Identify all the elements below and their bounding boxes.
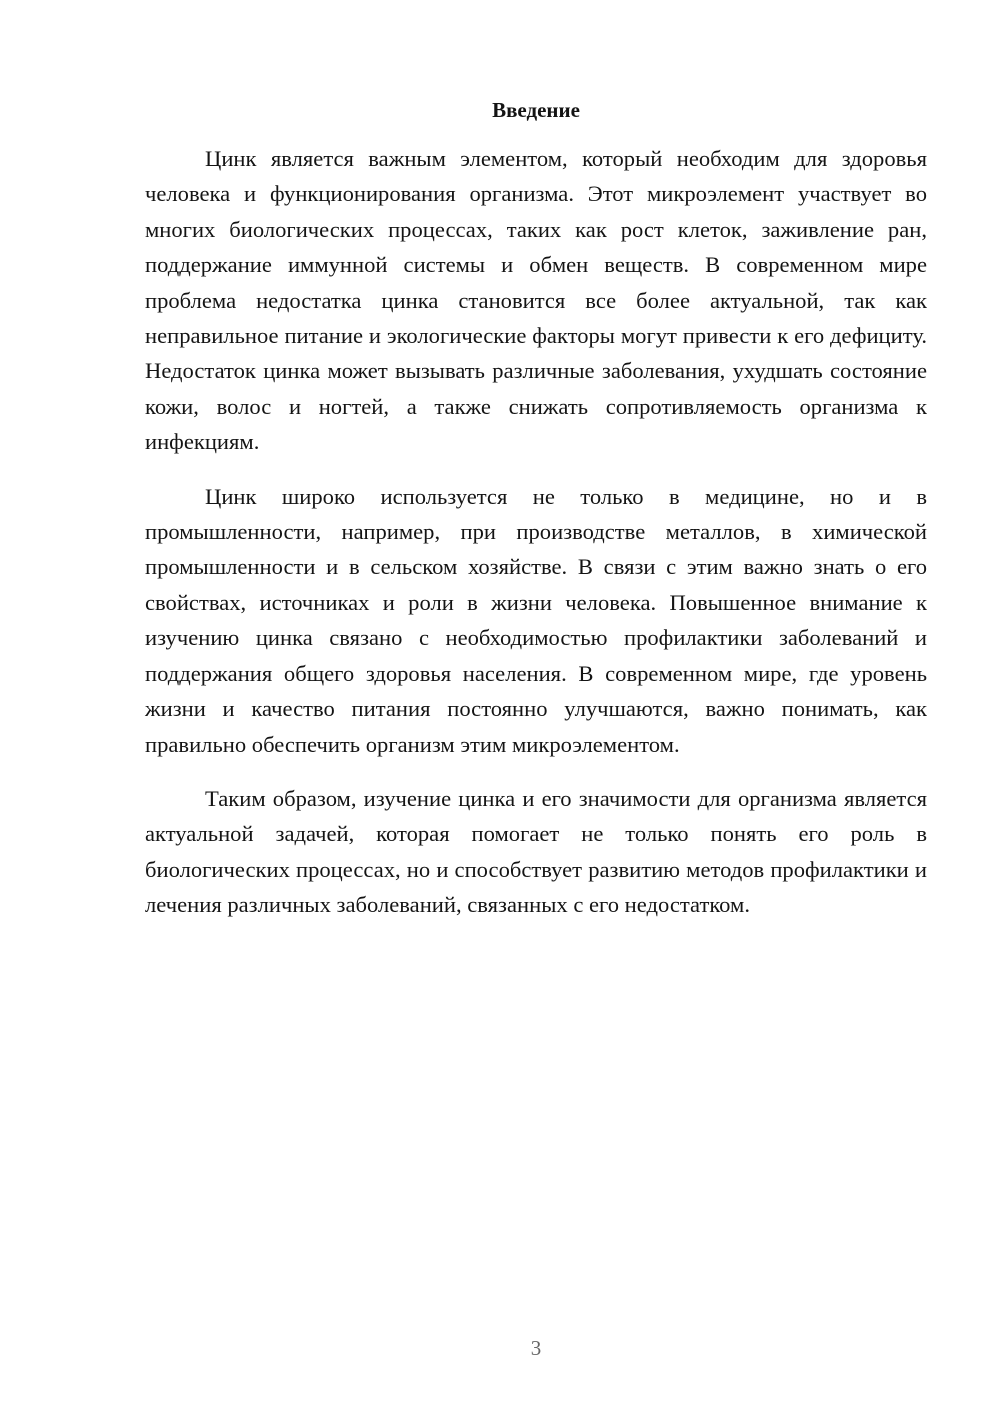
paragraph-3: Таким образом, изучение цинка и его значимости для организма является актуальной задачей, которая помогает не только понять его роль в биологических процессах, но и способствует развитию методов профилактики и лечения различных заболеваний, связанных с его недостатком. xyxy=(145,785,927,918)
body-text xyxy=(145,141,927,942)
page-number: 3 xyxy=(530,1336,542,1360)
paragraph-2: Цинк широко используется не только в медицине, но и в промышленности, например, при производстве металлов, в химической промышленности и в сельском хозяйстве. В связи с этим важно знать о его свойствах, источниках и роли в жизни человека. Повышенное внимание к изучению цинка связано с необходимостью профилактики заболеваний и поддержания общего здоровья населения. В современном мире, где уровень жизни и качество питания постоянно улучшаются, важно понимать, как правильно обеспечить организм этим микроэлементом. xyxy=(145,483,927,757)
paragraph-1: Цинк является важным элементом, который необходим для здоровья человека и функционирования организма. Этот микроэлемент участвует во многих биологических процессах, таких как рост клеток, заживление ран, поддержание иммунной системы и обмен веществ. В современном мире проблема недостатка цинка становится все более актуальной, так как неправильное питание и экологические факторы могут привести к его дефициту. Недостаток цинка может вызывать различные заболевания, ухудшать состояние кожи, волос и ногтей, а также снижать сопротивляемость организма к инфекциям. xyxy=(145,146,927,455)
section-title: Введение xyxy=(492,98,580,122)
